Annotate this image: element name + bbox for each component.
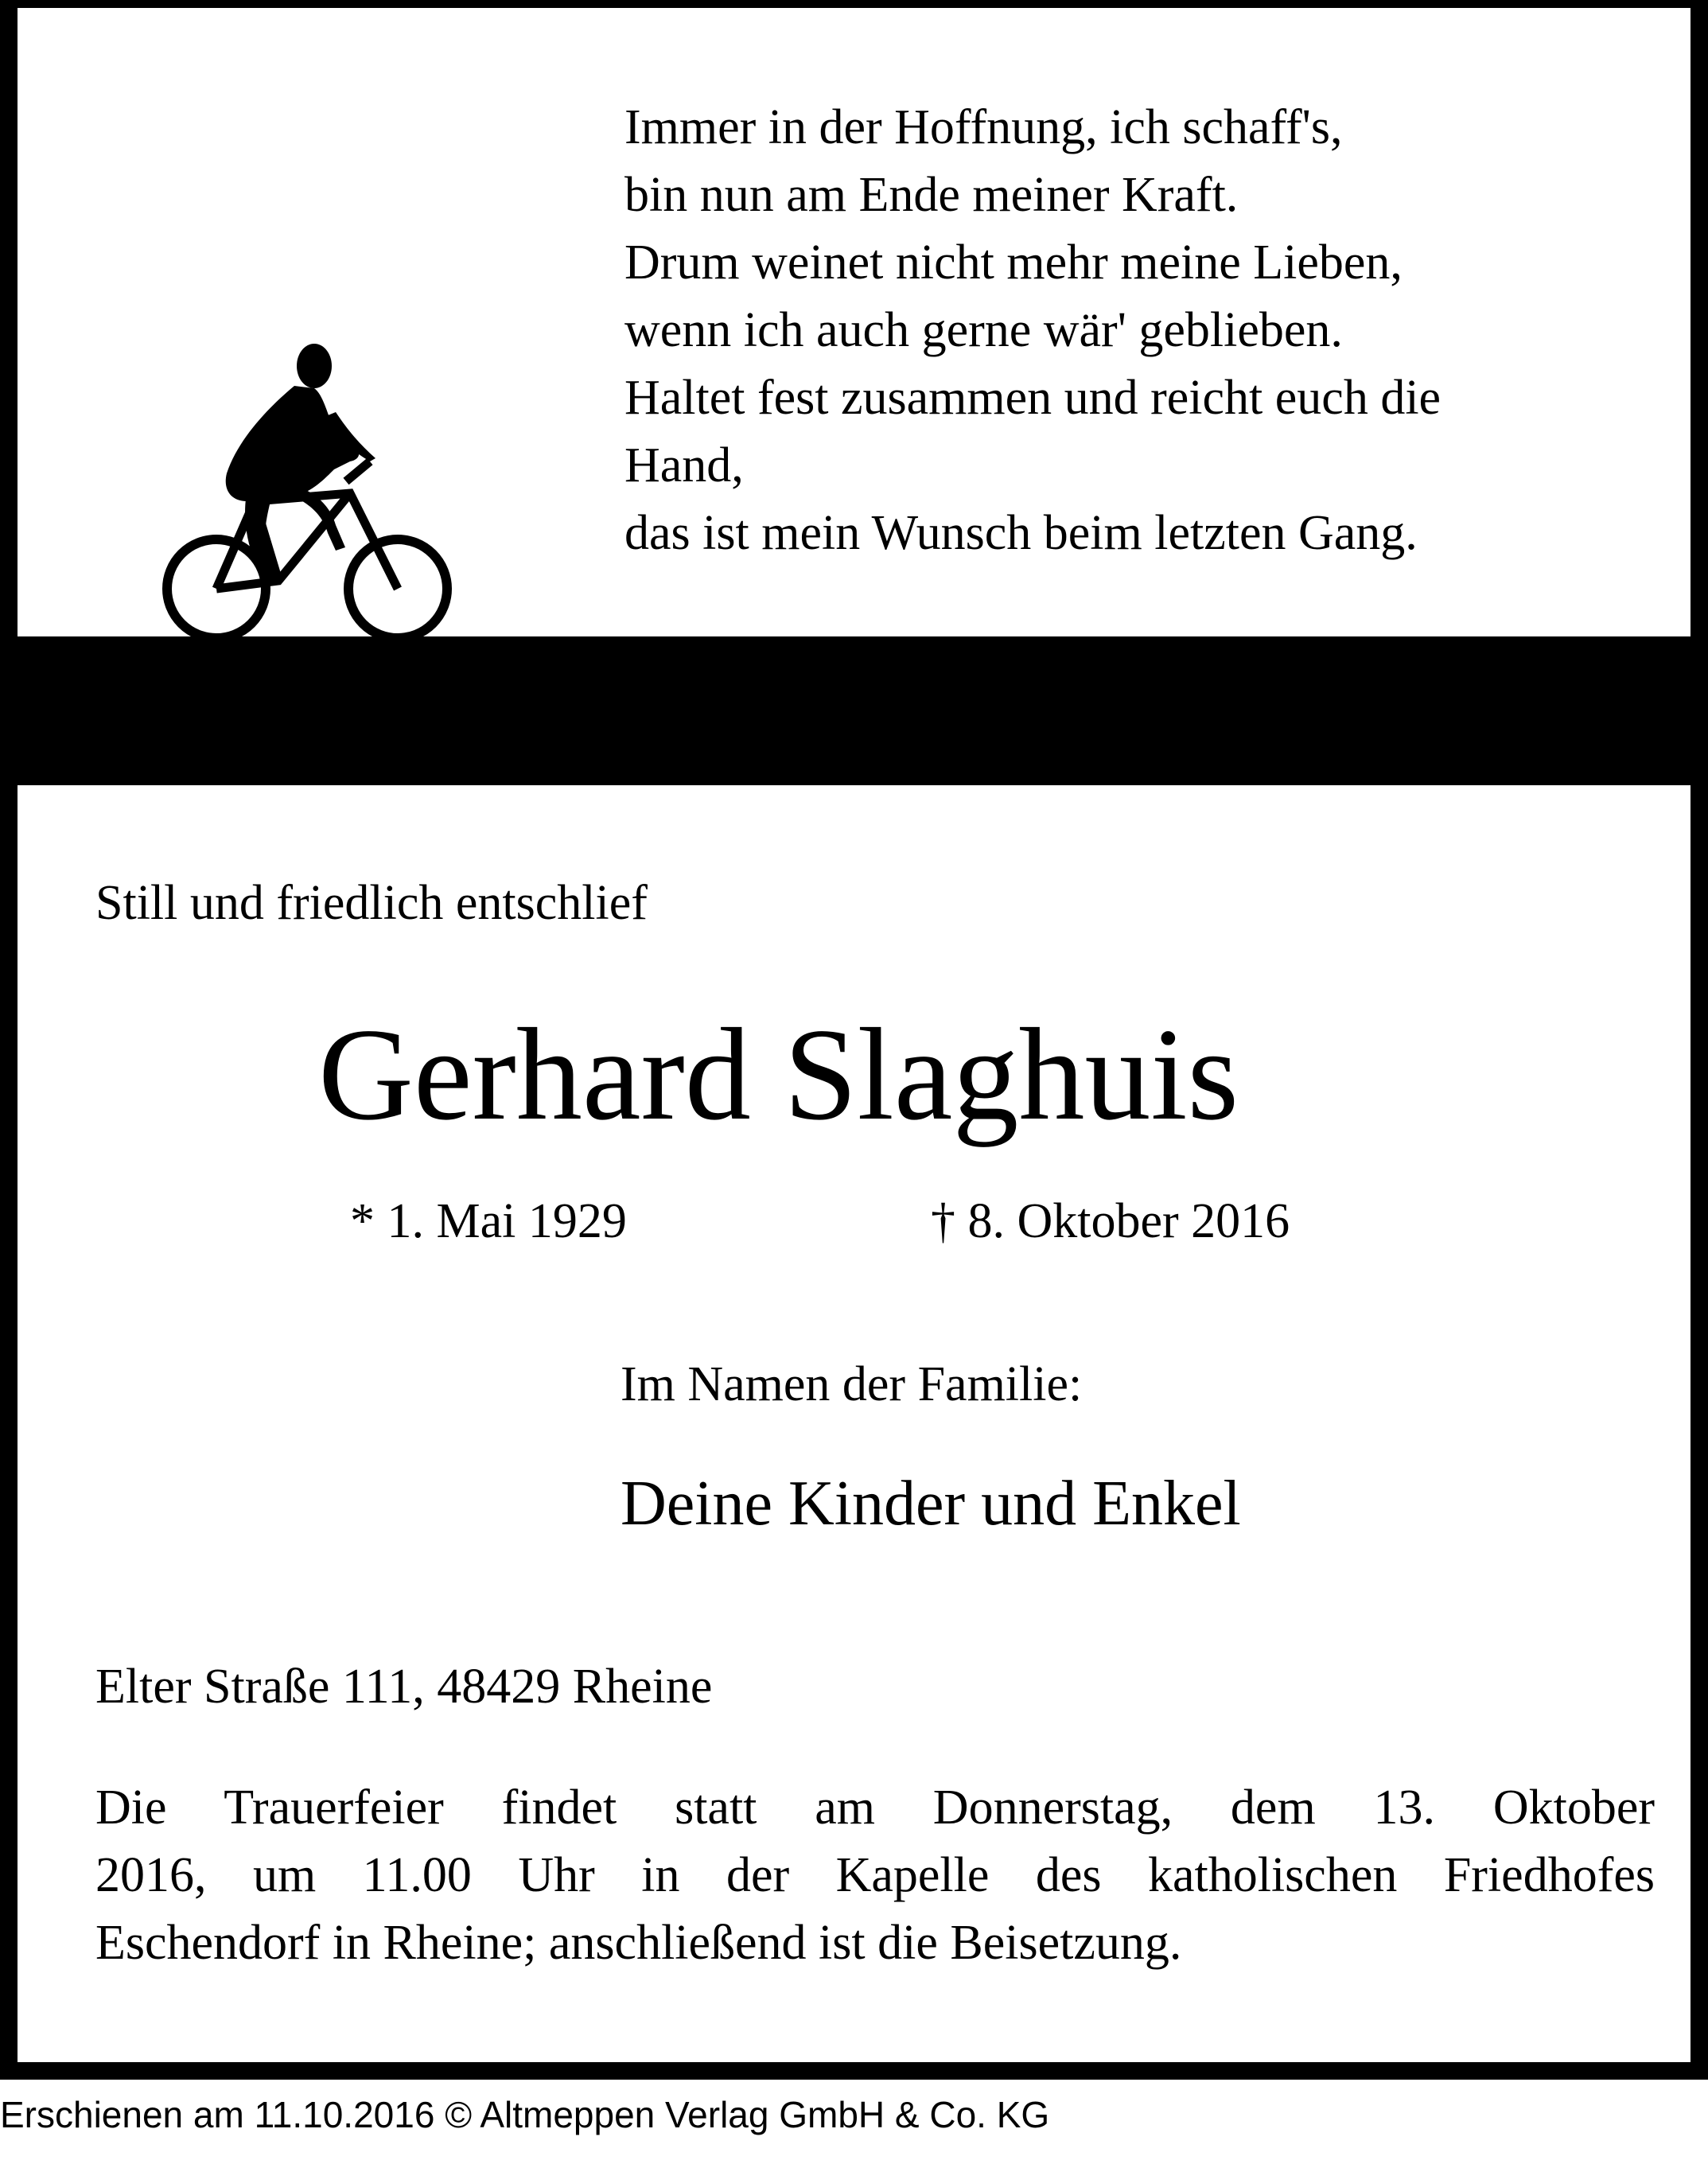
black-divider-band xyxy=(0,636,1708,785)
publication-footer: Erschienen am 11.10.2016 © Altmeppen Verlag GmbH & Co. KG xyxy=(0,2094,1050,2135)
service-line: Die Trauerfeier findet statt am Donnerstag, dem 13. Oktober xyxy=(95,1781,1655,1835)
poem xyxy=(624,94,1643,567)
service-line: Eschendorf in Rheine; anschließend ist die Beisetzung. xyxy=(95,1916,1182,1970)
address: Elter Straße 111, 48429 Rheine xyxy=(95,1660,713,1714)
poem-line: das ist mein Wunsch beim letzten Gang. xyxy=(624,506,1418,560)
poem-line: Immer in der Hoffnung, ich schaff's, xyxy=(624,100,1343,154)
birth-date: * 1. Mai 1929 xyxy=(350,1194,627,1248)
deceased-name: Gerhard Slaghuis xyxy=(318,1001,1239,1147)
family-label: Im Namen der Familie: xyxy=(621,1357,1083,1411)
poem-line: wenn ich auch gerne wär' geblieben. xyxy=(624,303,1343,357)
family-names: Deine Kinder und Enkel xyxy=(621,1469,1241,1539)
service-info xyxy=(95,1774,1655,1977)
poem-line: Hand, xyxy=(624,438,744,492)
intro-text: Still und friedlich entschlief xyxy=(95,876,648,930)
cyclist-silhouette-icon xyxy=(151,342,469,644)
poem-line: Haltet fest zusammen und reicht euch die xyxy=(624,371,1441,425)
poem-line: Drum weinet nicht mehr meine Lieben, xyxy=(624,235,1403,290)
service-line: 2016, um 11.00 Uhr in der Kapelle des katholischen Friedhofes xyxy=(95,1848,1655,1902)
poem-line: bin nun am Ende meiner Kraft. xyxy=(624,168,1239,222)
death-date: † 8. Oktober 2016 xyxy=(931,1194,1290,1248)
